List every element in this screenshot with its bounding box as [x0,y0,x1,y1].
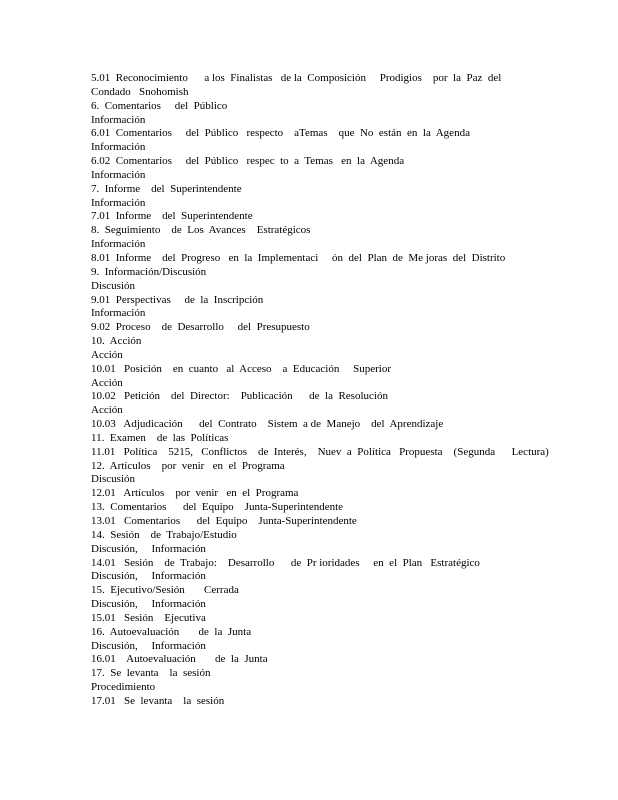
agenda-line: Información [91,113,146,126]
agenda-line: 10.02 Petición del Director: Publicación de la Resolución [91,390,388,403]
agenda-line: Discusión, Información [91,570,206,583]
agenda-line: 7. Informe del Superintendente [91,182,242,195]
agenda-line: 10.01 Posición en cuanto al Acceso a Educación Superior [91,362,391,375]
agenda-line: Acción [91,348,123,361]
agenda-document [91,72,591,709]
agenda-line: 9.02 Proceso de Desarrollo del Presupuesto [91,321,310,334]
agenda-line: Discusión, Información [91,542,206,555]
agenda-line: 5.01 Reconocimiento a los Finalistas de la Composición Prodigios por la Paz del [91,72,502,84]
agenda-line: 10.03 Adjudicación del Contrato Sistem a de Manejo del Aprendizaje [91,418,444,431]
agenda-line: 8. Seguimiento de Los Avances Estratégicos [91,224,311,237]
agenda-line: 16. Autoevaluación de la Junta [91,625,252,638]
agenda-line: 17.01 Se levanta la sesión [91,694,225,707]
agenda-line: 6. Comentarios del Público [91,99,228,112]
agenda-line: Discusión, Información [91,639,206,652]
agenda-line: 12.01 Artículos por venir en el Programa [91,487,299,500]
agenda-line: 17. Se levanta la sesión [91,667,211,680]
agenda-line: Acción [91,404,123,417]
agenda-line: Condado Snohomish [91,85,189,98]
agenda-line: 9. Información/Discusión [91,265,207,278]
agenda-line: Información [91,168,146,181]
agenda-line: 10. Acción [91,335,142,348]
agenda-line: 7.01 Informe del Superintendente [91,210,253,223]
agenda-line: Discusión [91,279,135,292]
agenda-line: 14.01 Sesión de Trabajo: Desarrollo de Pr ioridades en el Plan Estratégico [91,556,480,569]
agenda-line: 9.01 Perspectivas de la Inscripción [91,293,264,306]
agenda-line: 13.01 Comentarios del Equipo Junta-Superintendente [91,515,357,527]
agenda-line: 15. Ejecutivo/Sesión Cerrada [91,584,239,597]
agenda-line: Acción [91,376,123,389]
agenda-line: 15.01 Sesión Ejecutiva [91,611,206,624]
agenda-line: 12. Artículos por venir en el Programa [91,459,285,472]
agenda-line: 8.01 Informe del Progreso en la Implementaci ón del Plan de Me joras del Distrito [91,251,506,264]
agenda-line: Información [91,141,146,154]
agenda-line: Procedimiento [91,681,156,694]
agenda-line: 6.02 Comentarios del Público respec to a Temas en la Agenda [91,155,405,168]
agenda-line: Información [91,238,146,251]
agenda-line: Discusión, Información [91,598,206,611]
agenda-line: Discusión [91,473,135,486]
agenda-line: 13. Comentarios del Equipo Junta-Superintendente [91,501,344,514]
agenda-line: Información [91,307,146,320]
agenda-line: 16.01 Autoevaluación de la Junta [91,653,268,666]
agenda-line: Información [91,196,146,209]
agenda-line: 11.01 Política 5215, Conflictos de Interés, Nuev a Política Propuesta (Segunda Lectura) [91,445,549,458]
agenda-line: 14. Sesión de Trabajo/Estudio [91,528,237,541]
agenda-line: 6.01 Comentarios del Público respecto aTemas que No están en la Agenda [91,127,470,140]
agenda-line: 11. Examen de las Políticas [91,431,229,444]
